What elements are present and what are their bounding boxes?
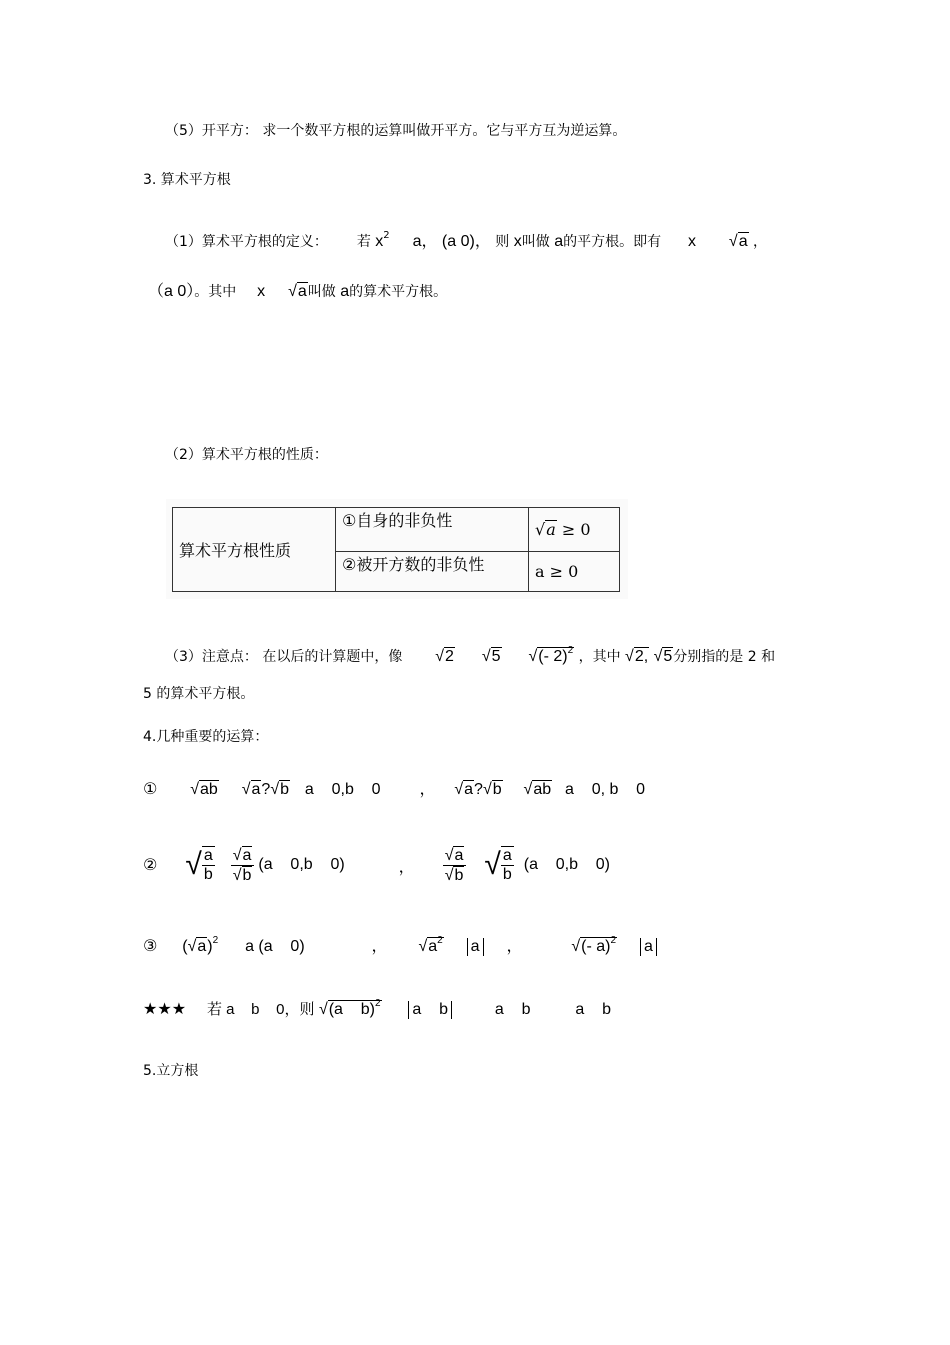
line-kaipingfang: （5）开平方： 求一个数平方根的运算叫做开平方。它与平方互为逆运算。: [165, 123, 627, 139]
op1-cond1: a 0,b 0: [304, 781, 381, 798]
definition-line-2: [148, 278, 447, 301]
section-5-title: 5.立方根: [143, 1063, 199, 1079]
sqrt-a-2: √a: [288, 283, 307, 300]
op1-mark: ①: [143, 781, 158, 798]
abs-a-1: a: [467, 938, 484, 956]
op3-comma2: ，: [506, 938, 523, 955]
frac-a-b-1: $\frac{a}{b}$: [203, 847, 213, 883]
operation-2: [143, 838, 610, 892]
properties-table: [172, 507, 620, 592]
jiaozuo-2: 叫做: [307, 284, 336, 300]
sqrt-a-op1b: √a: [454, 781, 474, 798]
sqrt-b-op1: √b: [270, 781, 290, 798]
then-text: 则: [495, 234, 510, 250]
sqrt-a: √a: [728, 233, 748, 250]
sqrt-5-b: √5: [653, 648, 673, 665]
sqrt-a-op3: √a: [187, 938, 207, 955]
var-x4: x: [257, 283, 266, 300]
op1-q1: ?: [261, 781, 271, 798]
sqrt-neg-a-squared: √(- a)$^2$: [571, 935, 617, 955]
sqrt-a-minus-b-squared: √(a b)$^2$: [318, 998, 381, 1018]
table-header-cell: 算术平方根性质: [173, 508, 336, 592]
sqrt-b-op1b: √b: [482, 781, 502, 798]
abs-a-minus-b: a b: [408, 1001, 452, 1019]
sqrt-5: √5: [481, 648, 501, 665]
qizhong: 。其中: [194, 284, 237, 300]
op4-eq2: a b: [575, 1001, 611, 1018]
note-label: （3）注意点： 在以后的计算题中，像: [165, 649, 403, 665]
frac-sqrta-sqrtb-2: $\frac{√a}{√b}$: [443, 846, 467, 885]
properties-label: （2）算术平方根的性质：: [165, 447, 328, 463]
exp-2: 2: [383, 230, 390, 241]
op2-cond2: (a 0,b 0): [523, 856, 611, 873]
op3-exp1: 2: [212, 935, 219, 946]
abs-a-2: a: [640, 938, 657, 956]
var-a3: a: [340, 283, 350, 300]
sqrt-2-b: √2,: [625, 648, 649, 665]
def-end: 的算术平方根。: [349, 284, 448, 300]
operation-3: [143, 933, 657, 956]
row1-name: ①自身的非负性: [336, 508, 529, 552]
op2-comma: ，: [398, 858, 415, 876]
op4-condition: 若 a b 0，则: [206, 1001, 315, 1018]
op3-comma1: ，: [371, 938, 388, 955]
var-x2: x: [513, 233, 522, 250]
sqrt-2: √2: [435, 648, 454, 665]
op3-paren-close: ): [207, 938, 213, 955]
sqrt-a-over-b-2: √: [484, 848, 501, 881]
op1-cond2: a 0, b 0: [565, 781, 646, 798]
frac-a-b-2: $\frac{a}{b}$: [502, 847, 512, 883]
op3-paren-open: (: [182, 938, 188, 955]
var-a2: a: [554, 233, 564, 250]
sqrt-a-squared: $√a^2$: [418, 935, 443, 955]
section-3-title: 3. 算术平方根: [143, 172, 231, 188]
op1-comma: ，: [419, 781, 436, 798]
definition-line-1: [165, 228, 767, 251]
sqrt-neg2-squared: √(- 2)$^2$: [528, 645, 574, 665]
jiaozuo: 叫做: [521, 234, 550, 250]
row2-name: ②被开方数的非负性: [336, 552, 529, 592]
frac-sqrta-sqrtb-1: $\frac{√a}{√b}$: [231, 846, 255, 885]
sqrt-a-over-b: √: [185, 848, 202, 881]
var-a: a，: [412, 233, 438, 250]
operation-1: [143, 776, 645, 799]
stars: ★★★: [143, 1001, 187, 1018]
note-line-2: 5 的算术平方根。: [143, 686, 255, 702]
op2-mark: ②: [143, 857, 158, 874]
sqrt-ab-b: √ab: [523, 781, 552, 798]
section-4-title: 4.几种重要的运算：: [143, 729, 269, 745]
note-line-1: [165, 646, 775, 666]
op1-q2: ?: [474, 781, 483, 798]
definition-label: （1）算术平方根的定义：: [165, 234, 328, 250]
var-x3: x: [688, 233, 696, 250]
op2-cond1: (a 0,b 0): [258, 856, 345, 873]
op3-result1: a (a 0): [245, 938, 305, 955]
var-x: x: [375, 233, 384, 250]
condition-a-ge-0: （a 0）: [148, 283, 195, 300]
note-tail: 分别指的是 2 和: [673, 649, 776, 665]
comma: ，: [753, 234, 768, 250]
condition: (a 0)，: [441, 233, 491, 250]
sqrt-a-op1: √a: [241, 781, 261, 798]
ruo-text: 若: [356, 234, 371, 250]
sqrt-ab: √ab: [190, 781, 218, 798]
note-mid: ，其中: [578, 649, 621, 665]
op4-eq1: a b: [494, 1001, 531, 1018]
row1-formula: √a ≥ 0: [529, 508, 620, 552]
row2-formula: a ≥ 0: [529, 552, 620, 592]
operation-4: [143, 998, 611, 1019]
op3-mark: ③: [143, 938, 158, 955]
properties-table-image: [166, 499, 628, 599]
de-text: 的平方根。即有: [563, 234, 662, 250]
